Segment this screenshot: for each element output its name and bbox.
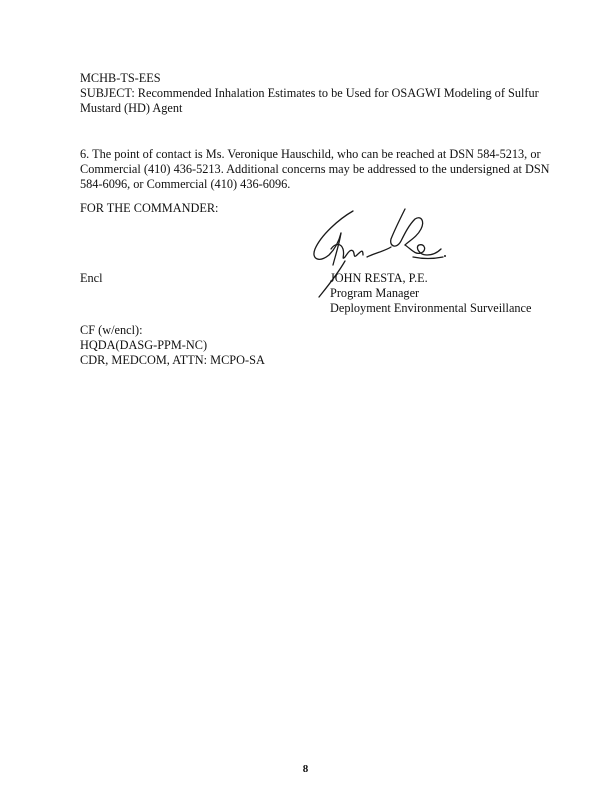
page-number: 8 (302, 763, 309, 775)
office-symbol: MCHB-TS-EES (80, 71, 161, 85)
copy-furnished-addressee: HQDA(DASG-PPM-NC) (80, 338, 208, 352)
copy-furnished-label: CF (w/encl): (80, 323, 143, 337)
enclosure-note: Encl (80, 271, 103, 285)
signer-office: Deployment Environmental Surveillance (330, 301, 532, 315)
signer-name: JOHN RESTA, P.E. (330, 271, 428, 285)
subject-line: SUBJECT: Recommended Inhalation Estimates to be Used for OSAGWI Modeling of Sulfur (80, 86, 539, 100)
paragraph-line: 6. The point of contact is Ms. Veronique Hauschild, who can be reached at DSN 584-5213, or (80, 147, 541, 161)
copy-furnished-addressee: CDR, MEDCOM, ATTN: MCPO-SA (80, 353, 265, 367)
subject-line-continued: Mustard (HD) Agent (80, 101, 183, 115)
paragraph-line: Commercial (410) 436-5213. Additional concerns may be addressed to the undersigned at DSN (80, 162, 550, 176)
for-the-commander: FOR THE COMMANDER: (80, 201, 219, 215)
signer-title: Program Manager (330, 286, 420, 300)
paragraph-line: 584-6096, or Commercial (410) 436-6096. (80, 177, 291, 191)
